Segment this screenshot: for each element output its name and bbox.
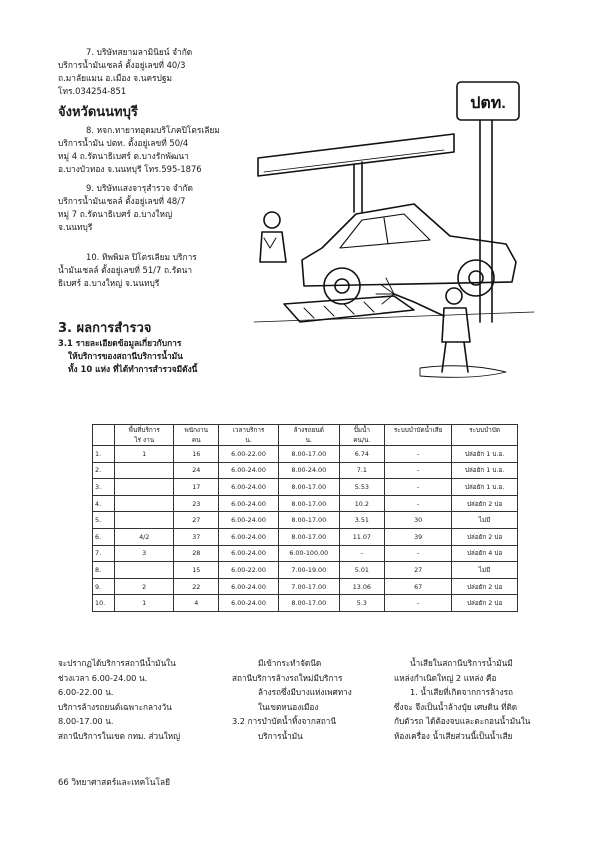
item8-line: หมู่ 4 ถ.รัตนาธิเบศร์ ต.บางรักพัฒนา bbox=[58, 151, 189, 161]
table-cell: 5.3 bbox=[339, 595, 385, 612]
table-cell: 6.00-24.00 bbox=[219, 545, 279, 562]
water-spray bbox=[376, 278, 394, 304]
table-cell: 8.00-24.00 bbox=[279, 462, 340, 479]
table-cell: 6.00-24.00 bbox=[219, 512, 279, 529]
table-cell: 6.00-100.00 bbox=[279, 545, 340, 562]
item8-line: 8. หจก.ทายาทอุดมบริโภคปิโตรเลียม bbox=[86, 125, 220, 135]
table-cell bbox=[114, 462, 174, 479]
table-cell: 6.00-24.00 bbox=[219, 578, 279, 595]
table-cell: ปล่อยัก 2 บ่อ bbox=[452, 528, 518, 545]
car-wash-illustration bbox=[244, 72, 544, 384]
table-cell: 1. bbox=[93, 446, 115, 463]
worker-right-head bbox=[446, 288, 462, 304]
table-cell: 3 bbox=[114, 545, 174, 562]
table-cell: 6.00-24.00 bbox=[219, 595, 279, 612]
table-row bbox=[93, 495, 518, 512]
table-cell: 6.00-22.00 bbox=[219, 562, 279, 579]
table-cell bbox=[114, 512, 174, 529]
table-row bbox=[93, 462, 518, 479]
table-cell: 4. bbox=[93, 495, 115, 512]
bottom-line: 3.2 การบำบัดน้ำทิ้งจากสถานี bbox=[232, 716, 336, 727]
table-cell: ปล่อยัก 1 บ.อ. bbox=[452, 479, 518, 496]
table-cell: 6. bbox=[93, 528, 115, 545]
table-row bbox=[93, 512, 518, 529]
bottom-column-2 bbox=[232, 656, 352, 744]
bottom-line: บริการน้ำมัน bbox=[258, 730, 303, 741]
item7-line: ถ.มาลัยแมน อ.เมือง จ.นครปฐม bbox=[58, 73, 173, 83]
results-title: 3. ผลการสำรวจ bbox=[58, 321, 152, 336]
table-cell: 5.53 bbox=[339, 479, 385, 496]
item9-line: จ.นนทบุรี bbox=[58, 222, 93, 232]
table-cell: - bbox=[385, 479, 452, 496]
bottom-line: สถานีบริการล้างรถใหม่มีบริการ bbox=[232, 672, 343, 683]
item7-line: บริการน้ำมันเซลล์ ตั้งอยู่เลขที่ 40/3 bbox=[58, 60, 186, 70]
bottom-line: 6.00-22.00 น. bbox=[58, 687, 114, 698]
table-cell: 6.00-24.00 bbox=[219, 495, 279, 512]
table-cell: 5. bbox=[93, 512, 115, 529]
table-cell: ไม่มี bbox=[452, 562, 518, 579]
table-cell: 4 bbox=[174, 595, 219, 612]
table-row bbox=[93, 479, 518, 496]
header-cell: ระบบบำบัดน้ำเสีย bbox=[385, 425, 452, 446]
table-cell: 1 bbox=[114, 595, 174, 612]
table-cell: ปล่อยัก 2 บ่อ bbox=[452, 495, 518, 512]
item8-line: อ.บางบัวทอง จ.นนทบุรี โทร.595-1876 bbox=[58, 164, 202, 174]
bottom-column-1 bbox=[58, 656, 180, 744]
station-item-8 bbox=[58, 124, 248, 176]
station-item-9 bbox=[58, 182, 248, 234]
table-cell: 8.00-17.00 bbox=[279, 446, 340, 463]
table-cell: ปล่อยัก 2 บ่อ bbox=[452, 595, 518, 612]
bottom-line: 8.00-17.00 น. bbox=[58, 716, 114, 727]
car-body bbox=[302, 204, 516, 286]
table-cell: 37 bbox=[174, 528, 219, 545]
table-cell bbox=[114, 495, 174, 512]
bottom-line: ในเขตหนองเมือง bbox=[258, 701, 319, 712]
table-cell: ปล่อยัก 1 บ.อ. bbox=[452, 446, 518, 463]
table-row bbox=[93, 446, 518, 463]
bottom-column-3 bbox=[394, 656, 530, 744]
item10-line: ธิเบศร์ อ.บางใหญ่ จ.นนทบุรี bbox=[58, 278, 160, 288]
item9-line: หมู่ 7 ถ.รัตนาธิเบศร์ อ.บางใหญ่ bbox=[58, 209, 173, 219]
table-cell: 7.00-19.00 bbox=[279, 562, 340, 579]
bottom-line: สถานีบริการในเขต กทม. ส่วนใหญ่ bbox=[58, 730, 181, 741]
table-cell: - bbox=[385, 545, 452, 562]
results-subsection bbox=[58, 337, 248, 376]
table-row bbox=[93, 595, 518, 612]
bottom-line: บริการล้างรถยนต์เฉพาะกลางวัน bbox=[58, 701, 172, 712]
table-cell: ปล่อยัก 1 บ.อ. bbox=[452, 462, 518, 479]
table-cell: - bbox=[385, 595, 452, 612]
header-cell bbox=[93, 425, 115, 446]
table-cell: 6.74 bbox=[339, 446, 385, 463]
header-cell: ระบบบำบัด bbox=[452, 425, 518, 446]
item7-line: 7. บริษัทสยามลามินิยน์ จำกัด bbox=[86, 47, 193, 57]
table-cell: 8.00-17.00 bbox=[279, 512, 340, 529]
item7-line: โทร.034254-851 bbox=[58, 86, 127, 96]
survey-table bbox=[92, 424, 518, 612]
table-cell: - bbox=[385, 495, 452, 512]
bottom-line: กับตัวรถ ได้ต้องจบและตะกอนน้ำมันใน bbox=[394, 716, 531, 727]
item9-line: บริการน้ำมันเชลล์ ตั้งอยู่เลขที่ 48/7 bbox=[58, 196, 186, 206]
table-cell: 22 bbox=[174, 578, 219, 595]
table-cell: 3. bbox=[93, 479, 115, 496]
item10-line: 10. ทิพพิมล ปิโตรเลียม บริการ bbox=[86, 252, 197, 262]
results-sub-line: 3.1 รายละเอียดข้อมูลเกี่ยวกับการ bbox=[58, 338, 182, 348]
header-cell: ปั๊มน้ำ คน/น. bbox=[339, 425, 385, 446]
table-cell: 6.00-24.00 bbox=[219, 462, 279, 479]
bottom-line: ห้องเครื่อง น้ำเสียส่วนนี้เป็นน้ำเสีย bbox=[394, 730, 513, 741]
table-cell: 7. bbox=[93, 545, 115, 562]
table-cell: 2 bbox=[114, 578, 174, 595]
table-cell: ไม่มี bbox=[452, 512, 518, 529]
header-cell: ล้างรถยนต์ น. bbox=[279, 425, 340, 446]
table-cell: 17 bbox=[174, 479, 219, 496]
table-cell: - bbox=[385, 446, 452, 463]
table-cell: 67 bbox=[385, 578, 452, 595]
table-cell: 10. bbox=[93, 595, 115, 612]
table-cell bbox=[114, 479, 174, 496]
table-cell: 16 bbox=[174, 446, 219, 463]
bottom-line: จะปรากฏได้บริการสถานีน้ำมันใน bbox=[58, 658, 176, 668]
table-header-row bbox=[93, 425, 518, 446]
table-cell: - bbox=[339, 545, 385, 562]
table-cell bbox=[114, 562, 174, 579]
table-cell: 5.01 bbox=[339, 562, 385, 579]
results-sub-line: ทั้ง 10 แห่ง ที่ได้ทำการสำรวจมีดังนี้ bbox=[68, 364, 198, 374]
table-cell: 13.06 bbox=[339, 578, 385, 595]
page-footer: 66 วิทยาศาสตร์และเทคโนโลยี bbox=[58, 777, 170, 787]
table-cell: ปล่อยัก 2 บ่อ bbox=[452, 578, 518, 595]
car-wheel-rear bbox=[458, 260, 494, 296]
table-cell: 8.00-17.00 bbox=[279, 495, 340, 512]
results-sub-line: ให้บริการของสถานีบริการน้ำมัน bbox=[68, 351, 183, 361]
header-cell: พนักงาน คน bbox=[174, 425, 219, 446]
table-row bbox=[93, 528, 518, 545]
canopy-roof bbox=[258, 134, 454, 176]
table-cell: 28 bbox=[174, 545, 219, 562]
station-item-7 bbox=[58, 46, 248, 98]
header-cell: พื้นที่บริการ ไร่ งาน bbox=[114, 425, 174, 446]
bottom-line: ซึ่งจะ จึงเป็นน้ำล้างปุ๋ย เศษดิน ที่ติด bbox=[394, 701, 518, 712]
item8-line: บริการน้ำมัน ปตท. ตั้งอยู่เลขที่ 50/4 bbox=[58, 138, 189, 148]
table-cell: 10.2 bbox=[339, 495, 385, 512]
table-cell: 7.00-17.00 bbox=[279, 578, 340, 595]
table-cell: 8.00-17.00 bbox=[279, 528, 340, 545]
sign-text: ปตท. bbox=[470, 95, 506, 112]
table-cell: 8.00-17.00 bbox=[279, 595, 340, 612]
bottom-line: 1. น้ำเสียที่เกิดจากการล้างรถ bbox=[410, 687, 513, 698]
table-cell: ปล่อยัก 4 บ่อ bbox=[452, 545, 518, 562]
section-title-nonthaburi: จังหวัดนนทบุรี bbox=[58, 105, 138, 120]
table-cell: 39 bbox=[385, 528, 452, 545]
table-cell: 2. bbox=[93, 462, 115, 479]
table-cell: 30 bbox=[385, 512, 452, 529]
table-cell: 6.00-22.00 bbox=[219, 446, 279, 463]
item9-line: 9. บริษัทแสงจารุสำรวจ จำกัด bbox=[86, 183, 193, 193]
table-cell: 1 bbox=[114, 446, 174, 463]
table-cell: 24 bbox=[174, 462, 219, 479]
table-cell: 23 bbox=[174, 495, 219, 512]
table-row bbox=[93, 545, 518, 562]
table-cell: 27 bbox=[174, 512, 219, 529]
bottom-line: ล้างรถซึ่งมีบางแห่งเพศทาง bbox=[258, 687, 352, 698]
table-cell: 8.00-17.00 bbox=[279, 479, 340, 496]
table-cell: 7.1 bbox=[339, 462, 385, 479]
table-cell: 9. bbox=[93, 578, 115, 595]
table-row bbox=[93, 578, 518, 595]
bottom-line: ช่วงเวลา 6.00-24.00 น. bbox=[58, 672, 148, 683]
table-cell: 6.00-24.00 bbox=[219, 479, 279, 496]
table-cell: 8. bbox=[93, 562, 115, 579]
bottom-line: มีเข้ากระทำจัดนีด bbox=[258, 658, 322, 668]
water-hose bbox=[394, 294, 444, 316]
table-row bbox=[93, 562, 518, 579]
table-cell: 6.00-24.00 bbox=[219, 528, 279, 545]
table-cell: 11.07 bbox=[339, 528, 385, 545]
table-cell: 4/2 bbox=[114, 528, 174, 545]
bottom-line: แหล่งกำเนิดใหญ่ 2 แหล่ง คือ bbox=[394, 672, 497, 683]
table-cell: 15 bbox=[174, 562, 219, 579]
table-cell: - bbox=[385, 462, 452, 479]
table-cell: 27 bbox=[385, 562, 452, 579]
table-cell: 3.51 bbox=[339, 512, 385, 529]
worker-left-head bbox=[264, 212, 280, 228]
header-cell: เวลาบริการ น. bbox=[219, 425, 279, 446]
bottom-line: น้ำเสียในสถานีบริการน้ำมันมี bbox=[410, 658, 513, 668]
item10-line: น้ำมันเชลล์ ตั้งอยู่เลขที่ 51/7 ถ.รัตนา bbox=[58, 265, 193, 275]
station-item-10 bbox=[58, 251, 248, 290]
